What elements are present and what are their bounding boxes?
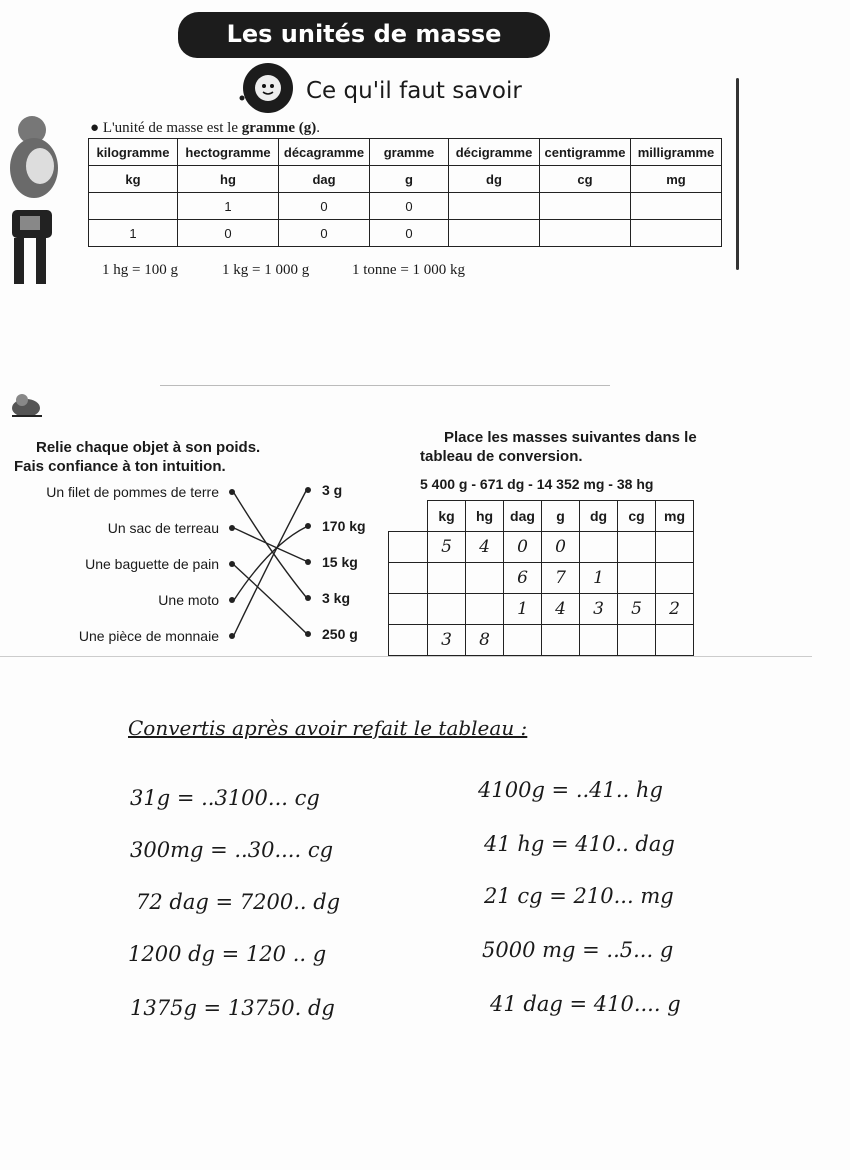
- unit-abbr: cg: [540, 166, 631, 193]
- unit-header: hectogramme: [178, 139, 279, 166]
- unit-header: décagramme: [279, 139, 370, 166]
- unit-header: décigramme: [449, 139, 540, 166]
- conv-cell: 8: [466, 625, 504, 656]
- unit-abbr: hg: [178, 166, 279, 193]
- conversion-left: 300mg = ..30.... cg: [130, 838, 334, 862]
- conv-cell: 5: [428, 532, 466, 563]
- conv-header: hg: [466, 501, 504, 532]
- weight-label: 170 kg: [322, 518, 366, 534]
- bullet: ●: [90, 120, 100, 136]
- conv-cell: [656, 532, 694, 563]
- unit-cell: 0: [279, 193, 370, 220]
- unit-abbr: kg: [89, 166, 178, 193]
- conversions-title: Convertis après avoir refait le tableau :: [128, 716, 528, 740]
- conversion-left: 31g = ..3100... cg: [130, 786, 320, 810]
- page-title: Les unités de masse: [226, 20, 502, 48]
- unit-cell: 1: [178, 193, 279, 220]
- conv-cell: [618, 625, 656, 656]
- equivalence: 1 tonne = 1 000 kg: [352, 262, 466, 278]
- conversion-right: 4100g = ..41.. hg: [478, 778, 663, 802]
- conv-cell: [656, 625, 694, 656]
- equivalence: 1 hg = 100 g: [102, 262, 178, 278]
- conv-header: mg: [656, 501, 694, 532]
- conversion-left: 1375g = 13750. dg: [130, 996, 335, 1020]
- unit-cell: 0: [370, 220, 449, 247]
- conv-cell: [618, 563, 656, 594]
- object-label: Une pièce de monnaie: [78, 628, 219, 644]
- unit-header: gramme: [370, 139, 449, 166]
- row-lead: [389, 532, 428, 563]
- conv-cell: 7: [542, 563, 580, 594]
- equivalence: 1 kg = 1 000 g: [222, 262, 310, 278]
- conv-cell: 4: [542, 594, 580, 625]
- conversion-left: 72 dag = 7200.. dg: [136, 890, 341, 914]
- conv-cell: [618, 532, 656, 563]
- section-divider: [0, 656, 812, 657]
- conv-cell: [466, 594, 504, 625]
- unit-cell: 1: [89, 220, 178, 247]
- table-instructions: [420, 428, 697, 466]
- conv-cell: 5: [618, 594, 656, 625]
- conv-cell: [504, 625, 542, 656]
- unit-abbr: dg: [449, 166, 540, 193]
- weight-label: 3 kg: [322, 590, 351, 606]
- conv-header: kg: [428, 501, 466, 532]
- conv-header: dg: [580, 501, 618, 532]
- conv-cell: 4: [466, 532, 504, 563]
- conv-cell: [466, 563, 504, 594]
- conv-cell: 3: [580, 594, 618, 625]
- row-lead: [389, 625, 428, 656]
- conv-header: dag: [504, 501, 542, 532]
- conversion-right: 41 dag = 410.... g: [490, 992, 681, 1016]
- object-label: Une baguette de pain: [85, 556, 219, 572]
- conv-cell: [428, 594, 466, 625]
- conversion-right: 41 hg = 410.. dag: [484, 832, 675, 856]
- weight-dot: [305, 559, 311, 565]
- unit-cell: 0: [279, 220, 370, 247]
- conv-cell: 1: [504, 594, 542, 625]
- conv-cell: [580, 625, 618, 656]
- unit-cell: 0: [178, 220, 279, 247]
- object-label: Un sac de terreau: [107, 520, 219, 536]
- conv-cell: [542, 625, 580, 656]
- conversion-right: 5000 mg = ..5... g: [482, 938, 674, 962]
- conv-cell: 2: [656, 594, 694, 625]
- weight-label: 15 kg: [322, 554, 358, 570]
- object-dot: [229, 561, 235, 567]
- unit-abbr: g: [370, 166, 449, 193]
- unit-abbr: mg: [631, 166, 722, 193]
- table-instruction-1: Place les masses suivantes dans le: [444, 429, 697, 446]
- masses-list: 5 400 g - 671 dg - 14 352 mg - 38 hg: [420, 476, 654, 492]
- match-line: [234, 565, 306, 633]
- conv-cell: 0: [542, 532, 580, 563]
- row-lead: [389, 563, 428, 594]
- intro-prefix: L'unité de masse est le: [102, 120, 242, 136]
- weight-dot: [305, 631, 311, 637]
- row-lead: [389, 594, 428, 625]
- unit-abbr: dag: [279, 166, 370, 193]
- object-label: Une moto: [158, 592, 219, 608]
- conv-cell: [580, 532, 618, 563]
- unit-cell: 0: [370, 193, 449, 220]
- table-instruction-2: tableau de conversion.: [420, 448, 583, 465]
- conv-cell: 0: [504, 532, 542, 563]
- intro-bold: gramme (g): [241, 120, 317, 136]
- match-instruction-1: Relie chaque objet à son poids.: [36, 439, 261, 456]
- unit-header: kilogramme: [89, 139, 178, 166]
- intro-suffix: .: [316, 120, 321, 136]
- table-corner: [389, 501, 428, 532]
- conv-header: g: [542, 501, 580, 532]
- conv-header: cg: [618, 501, 656, 532]
- weight-dot: [305, 523, 311, 529]
- conv-cell: [428, 563, 466, 594]
- conversion-table: [388, 500, 694, 656]
- unit-header: centigramme: [540, 139, 631, 166]
- match-line: [234, 527, 306, 600]
- object-label: Un filet de pommes de terre: [46, 484, 219, 500]
- conversion-right: 21 cg = 210... mg: [484, 884, 674, 908]
- section-subtitle: Ce qu'il faut savoir: [306, 78, 522, 104]
- weight-label: 3 g: [322, 482, 343, 498]
- conversion-left: 1200 dg = 120 .. g: [128, 942, 327, 966]
- conv-cell: 1: [580, 563, 618, 594]
- match-line: [234, 491, 306, 635]
- conv-cell: 6: [504, 563, 542, 594]
- conv-cell: [656, 563, 694, 594]
- unit-header: milligramme: [631, 139, 722, 166]
- conv-cell: 3: [428, 625, 466, 656]
- weight-label: 250 g: [322, 626, 358, 642]
- match-instruction-2: Fais confiance à ton intuition.: [14, 458, 226, 475]
